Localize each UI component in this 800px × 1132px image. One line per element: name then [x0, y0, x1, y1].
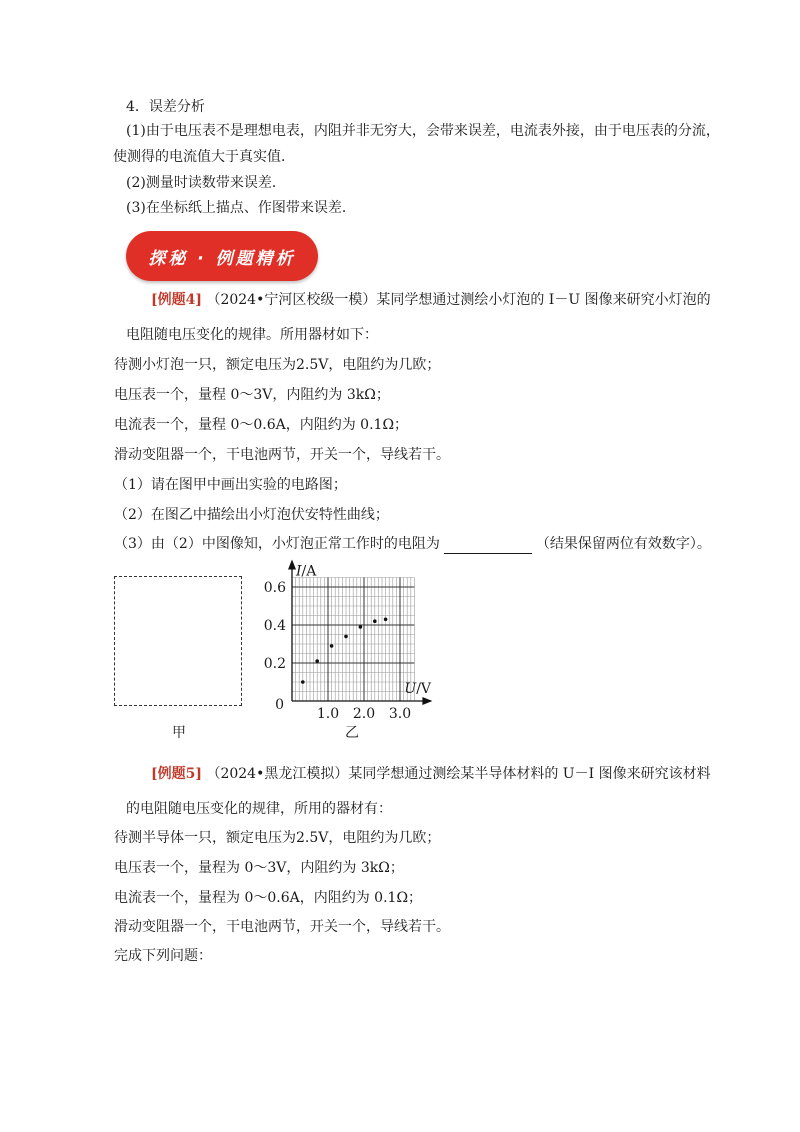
data-point [384, 618, 388, 622]
example4-question-1: （1）请在图甲中画出实验的电路图； [114, 477, 347, 493]
paragraph-1-line-1: (1)由于电压表不是理想电表，内阻并非无穷大，会带来误差，电流表外接，由于电压表的分流， [126, 123, 720, 139]
y-axis-label [295, 564, 317, 580]
example5-tag: [例题5] [151, 766, 202, 782]
y-tick-label: 0.4 [263, 618, 286, 634]
example5-line-2: 的电阻随电压变化的规律，所用的器材有： [126, 801, 392, 817]
x-axis-unit: /V [416, 681, 432, 697]
example5-heading [151, 764, 711, 784]
paragraph-1-line-2: 使测得的电流值大于真实值． [113, 149, 295, 165]
example4-item-3: 电流表一个，量程 0～0.6A，内阻约为 0.1Ω； [114, 417, 409, 433]
example5-heading-text: （2024•黑龙江模拟）某同学想通过测绘某半导体材料的 U－I 图像来研究该材料 [206, 766, 711, 782]
y-axis-arrow [288, 560, 296, 570]
chart-grid [292, 578, 414, 702]
question-3-prefix: （3）由（2）中图像知，小灯泡正常工作时的电阻为 [114, 536, 440, 552]
example5-item-1: 待测半导体一只，额定电压为2.5V，电阻约为几欧； [114, 830, 441, 846]
example4-heading-text: （2024•宁河区校级一模）某同学想通过测绘小灯泡的 I－U 图像来研究小灯泡的 [206, 292, 711, 308]
x-axis-arrow [422, 697, 432, 705]
question-3-suffix: （结果保留两位有效数字）。 [535, 536, 711, 552]
example4-item-1: 待测小灯泡一只，额定电压为2.5V，电阻约为几欧； [114, 357, 441, 373]
example4-item-2: 电压表一个，量程 0～3V，内阻约为 3kΩ； [114, 387, 390, 403]
x-axis-label [404, 681, 432, 697]
chart-axis-labels [295, 564, 432, 698]
example4-item-4: 滑动变阻器一个，干电池两节，开关一个，导线若干。 [114, 447, 450, 463]
paragraph-3: (3)在坐标纸上描点、作图带来误差． [126, 200, 356, 216]
x-axis-var: U [404, 681, 417, 697]
example5-item-2: 电压表一个，量程为 0～3V，内阻约为 3kΩ； [114, 860, 404, 876]
y-axis-var: I [296, 563, 302, 580]
origin-label: 0 [275, 697, 284, 713]
example5-last-line: 完成下列问题： [114, 948, 212, 964]
data-point [359, 625, 363, 629]
data-point [344, 635, 348, 639]
data-point [315, 659, 319, 663]
x-tick-label: 2.0 [352, 706, 376, 722]
figure-jia-caption: 甲 [172, 725, 186, 741]
y-tick-label: 0.2 [263, 656, 286, 672]
example4-tag: [例题4] [151, 292, 202, 308]
example5-item-4: 滑动变阻器一个，干电池两节，开关一个，导线若干。 [114, 919, 450, 935]
figure-yi-caption: 乙 [345, 725, 359, 741]
paragraph-2: (2)测量时读数带来误差． [126, 175, 286, 191]
example4-line-2: 电阻随电压变化的规律。所用器材如下： [126, 327, 378, 343]
y-tick-label: 0.6 [263, 580, 286, 596]
example5-item-3: 电流表一个，量程为 0～0.6A，内阻约为 0.1Ω； [114, 890, 423, 906]
data-point [301, 680, 305, 684]
chart-points [301, 618, 387, 684]
section-badge: 探秘 · 例题精析 [126, 231, 318, 281]
x-tick-label: 1.0 [316, 706, 340, 722]
data-point [373, 619, 377, 623]
x-tick-label: 3.0 [388, 706, 412, 722]
y-axis-unit: /A [301, 563, 317, 580]
section-title: 4．误差分析 [126, 99, 205, 115]
example4-question-2: （2）在图乙中描绘出小灯泡伏安特性曲线； [114, 507, 389, 523]
data-point [330, 644, 334, 648]
